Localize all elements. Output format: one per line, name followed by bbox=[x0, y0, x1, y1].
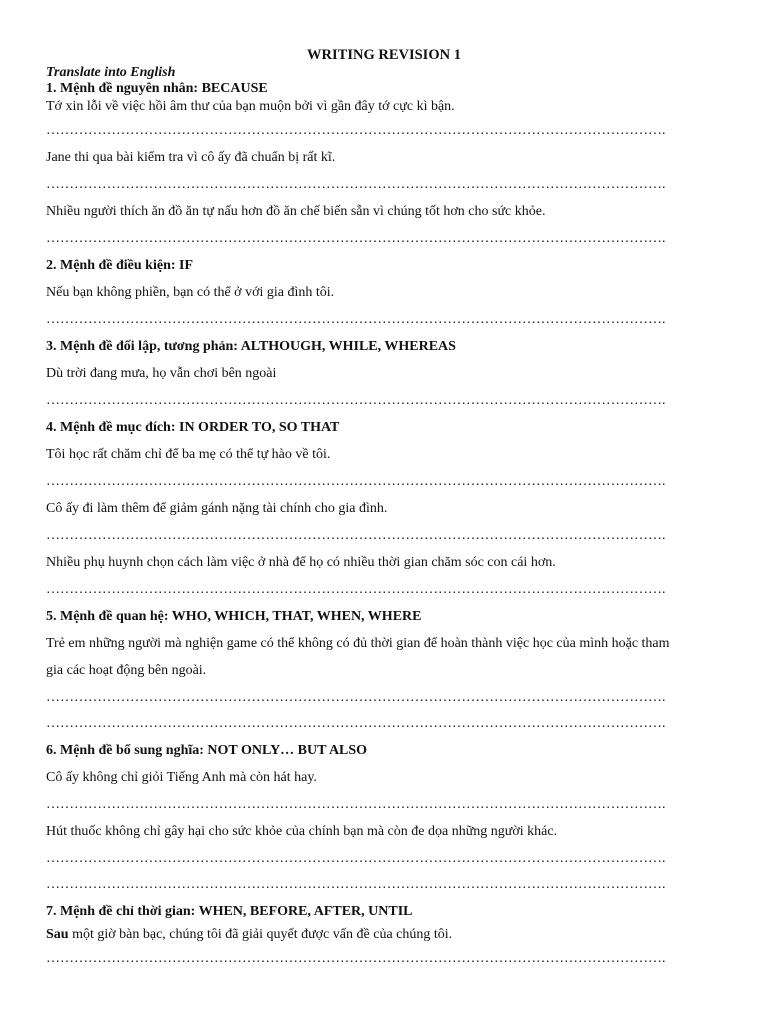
section-5-heading: 5. Mệnh đề quan hệ: WHO, WHICH, THAT, WHEN, WHERE bbox=[46, 609, 422, 624]
section-6-sentence-2: Hút thuốc không chỉ gây hại cho sức khỏe của chính bạn mà còn đe dọa những người khác. bbox=[46, 824, 558, 839]
worksheet-title: WRITING REVISION 1 bbox=[307, 47, 461, 63]
answer-line[interactable]: ……………………………………………………………………………………………………………………. bbox=[46, 528, 666, 543]
answer-line[interactable]: ……………………………………………………………………………………………………………………. bbox=[46, 312, 666, 327]
section-3-sentence-1: Dù trời đang mưa, họ vẫn chơi bên ngoài bbox=[46, 366, 277, 381]
section-4-sentence-1: Tôi học rất chăm chỉ để ba mẹ có thể tự hào về tôi. bbox=[46, 447, 331, 462]
section-4-sentence-2: Cô ấy đi làm thêm để giảm gánh nặng tài chính cho gia đình. bbox=[46, 501, 388, 516]
section-1-sentence-2: Jane thi qua bài kiểm tra vì cô ấy đã chuẩn bị rất kĩ. bbox=[46, 150, 336, 165]
worksheet-page bbox=[46, 46, 736, 972]
answer-line[interactable]: ……………………………………………………………………………………………………………………. bbox=[46, 851, 666, 866]
answer-line[interactable]: ……………………………………………………………………………………………………………………. bbox=[46, 951, 666, 966]
section-7-sentence-rest: một giờ bàn bạc, chúng tôi đã giải quyết được vấn đề của chúng tôi. bbox=[68, 927, 453, 942]
section-7-sentence-1 bbox=[46, 925, 736, 945]
section-2-sentence-1: Nếu bạn không phiền, bạn có thể ở với gia đình tôi. bbox=[46, 285, 335, 300]
section-4-sentence-3: Nhiều phụ huynh chọn cách làm việc ở nhà để họ có nhiều thời gian chăm sóc con cái hơn. bbox=[46, 555, 556, 570]
answer-line[interactable]: ……………………………………………………………………………………………………………………. bbox=[46, 690, 666, 705]
section-3-heading: 3. Mệnh đề đối lập, tương phản: ALTHOUGH, WHILE, WHEREAS bbox=[46, 339, 456, 354]
answer-line[interactable]: ……………………………………………………………………………………………………………………. bbox=[46, 582, 666, 597]
section-1-heading: 1. Mệnh đề nguyên nhân: BECAUSE bbox=[46, 81, 268, 96]
answer-line[interactable]: ……………………………………………………………………………………………………………………. bbox=[46, 474, 666, 489]
section-1-sentence-3: Nhiều người thích ăn đồ ăn tự nấu hơn đồ ăn chế biến sẵn vì chúng tốt hơn cho sức khỏe. bbox=[46, 204, 546, 219]
answer-line[interactable]: ……………………………………………………………………………………………………………………. bbox=[46, 877, 666, 892]
section-4-heading: 4. Mệnh đề mục đích: IN ORDER TO, SO THAT bbox=[46, 420, 340, 435]
section-7-bold-word: Sau bbox=[46, 927, 69, 942]
section-7-heading: 7. Mệnh đề chỉ thời gian: WHEN, BEFORE, AFTER, UNTIL bbox=[46, 904, 413, 919]
section-6-sentence-1: Cô ấy không chỉ giỏi Tiếng Anh mà còn hát hay. bbox=[46, 770, 317, 785]
answer-line[interactable]: ……………………………………………………………………………………………………………………. bbox=[46, 123, 666, 138]
instruction-subtitle: Translate into English bbox=[46, 65, 176, 80]
answer-line[interactable]: ……………………………………………………………………………………………………………………. bbox=[46, 716, 666, 731]
answer-line[interactable]: ……………………………………………………………………………………………………………………. bbox=[46, 177, 666, 192]
section-1-sentence-1: Tớ xin lỗi về việc hồi âm thư của bạn muộn bởi vì gần đây tớ cực kì bận. bbox=[46, 99, 455, 114]
answer-line[interactable]: ……………………………………………………………………………………………………………………. bbox=[46, 393, 666, 408]
section-6-heading: 6. Mệnh đề bổ sung nghĩa: NOT ONLY… BUT ALSO bbox=[46, 743, 368, 758]
answer-line[interactable]: ……………………………………………………………………………………………………………………. bbox=[46, 231, 666, 246]
section-2-heading: 2. Mệnh đề điều kiện: IF bbox=[46, 258, 194, 273]
answer-line[interactable]: ……………………………………………………………………………………………………………………. bbox=[46, 797, 666, 812]
section-5-sentence-1-line-2: gia các hoạt động bên ngoài. bbox=[46, 663, 207, 678]
section-5-sentence-1-line-1: Trẻ em những người mà nghiện game có thể không có đủ thời gian để hoàn thành việc học của mình hoặc tham bbox=[46, 636, 670, 651]
